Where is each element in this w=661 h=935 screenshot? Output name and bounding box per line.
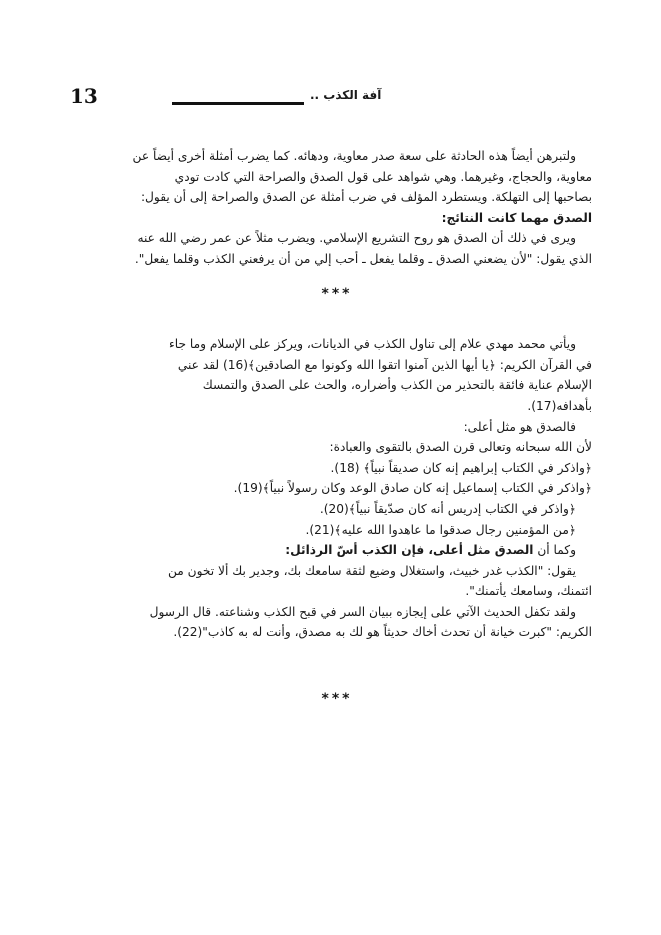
paragraph-line: الكريم: "كبرت خيانة أن تحدث أخاك حديثاً هو لك به مصدق، وأنت له به كاذب"(22). [173,625,592,640]
paragraph-line: بصاحبها إلى التهلكة. ويستطرد المؤلف في ضرب أمثلة عن الصدق والصراحة إلى أن يقول: [140,190,592,205]
paragraph-line: ائتمنك، وسامعك يأتمنك". [465,584,592,599]
paragraph-line: ويأتي محمد مهدي علام إلى تناول الكذب في الديانات، ويركز على الإسلام وما جاء [169,337,576,352]
verse-line: ﴿واذكر في الكتاب إدريس أنه كان صدّيقاً نبياً﴾(20). [319,501,576,516]
paragraph-line: ولقد تكفل الحديث الآتي على إيجازه ببيان السر في قبح الكذب وشناعته. قال الرسول [149,604,576,619]
section-separator: *** [321,285,353,302]
section-separator: *** [321,691,353,708]
verse-line: ﴿من المؤمنين رجال صدقوا ما عاهدوا الله عليه﴾(21). [305,522,576,537]
paragraph-line: فالصدق هو مثل أعلى: [463,419,576,434]
paragraph-line: معاوية، والحجاج، وغيرهما. وهي شواهد على قول الصدق والصراحة التي كادت تودي [174,169,592,184]
verse-line: ﴿واذكر في الكتاب إسماعيل إنه كان صادق الوعد وكان رسولاً نبياً﴾(19). [233,481,592,496]
page-body [82,146,592,710]
bold-statement: الصدق مثل أعلى، فإن الكذب أسّ الرذائل: [285,543,534,558]
running-title: آفة الكذب .. [310,88,382,102]
header-rule [172,102,304,105]
paragraph-line [82,540,592,561]
paragraph-line: لأن الله سبحانه وتعالى قرن الصدق بالتقوى والعبادة: [329,440,592,455]
paragraph-line: يقول: "الكذب غدر خبيث، واستغلال وضيع لثقة سامعك بك، وجدير بك ألا تخون من [167,563,576,578]
paragraph-line: في القرآن الكريم: ﴿يا أيها الذين آمنوا اتقوا الله وكونوا مع الصادقين﴾(16) لقد عني [177,357,592,372]
lead-text: وكما أن [537,543,576,558]
section-heading: الصدق مهما كانت النتائج: [441,210,592,225]
paragraph-line: ويرى في ذلك أن الصدق هو روح التشريع الإسلامي. ويضرب مثلاً عن عمر رضي الله عنه [137,231,576,246]
paragraph-line: بأهدافه(17). [527,398,592,413]
paragraph-line: الإسلام عناية فائقة بالتحذير من الكذب وأضراره، والحث على الصدق والتمسك [202,378,592,393]
paragraph-line: ولتبرهن أيضاً هذه الحادثة على سعة صدر معاوية، ودهائه. كما يضرب أمثلة أخرى أيضاً عن [132,149,576,163]
verse-line: ﴿واذكر في الكتاب إبراهيم إنه كان صديقاً نبياً﴾ (18). [330,460,592,475]
page-header [70,84,592,112]
page-number: 13 [70,84,98,108]
paragraph-line: الذي يقول: "لأن يضعني الصدق ـ وقلما يفعل ـ أحب إلي من أن يرفعني الكذب وقلما يفعل". [134,251,592,266]
